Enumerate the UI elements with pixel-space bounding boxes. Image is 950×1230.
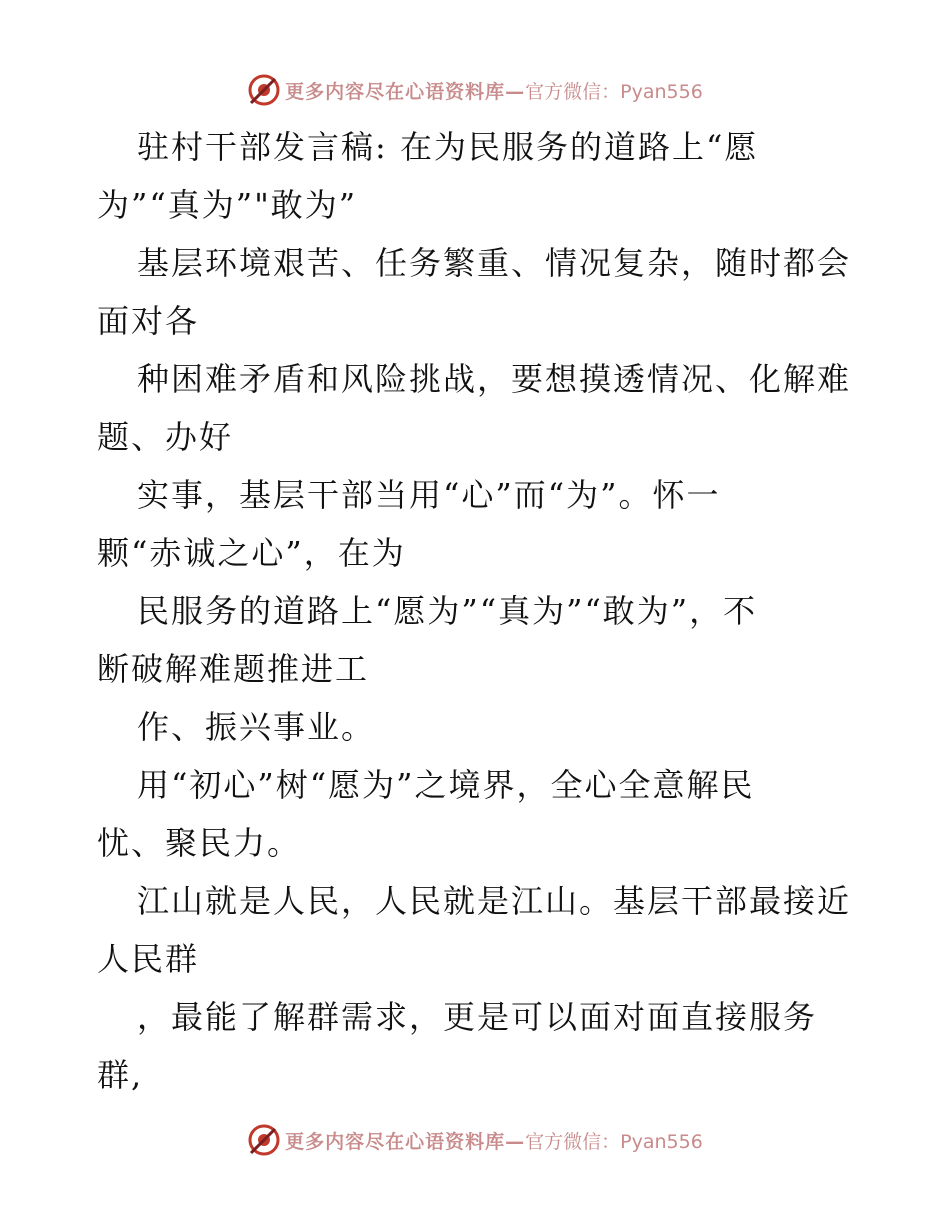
text-line: ，最能了解群需求，更是可以面对面直接服务 — [137, 998, 818, 1036]
text-line: 作、振兴事业。 — [137, 708, 376, 746]
text-line: 为”“真为”"敢为” — [97, 186, 358, 224]
text-line: 断破解难题推进工 — [97, 650, 370, 688]
logo-icon — [247, 73, 281, 107]
banner-text: 更多内容尽在心语资料库— — [285, 80, 526, 103]
text-line: 颗“赤诚之心”，在为 — [97, 534, 406, 572]
text-line: 驻村干部发言稿: 在为民服务的道路上“愿 — [137, 128, 759, 166]
text-line: 人民群 — [97, 940, 200, 978]
footer-banner — [0, 1120, 950, 1160]
text-line: 忧、聚民力。 — [97, 824, 302, 862]
logo-icon — [247, 1123, 281, 1157]
banner-text: 更多内容尽在心语资料库— — [285, 1130, 526, 1153]
text-line: 面对各 — [97, 302, 200, 340]
document-body — [97, 118, 857, 1104]
banner-wechat: 官方微信：Pyan556 — [525, 1130, 703, 1153]
text-line: 江山就是人民，人民就是江山。基层干部最接近 — [137, 882, 852, 920]
text-line: 实事，基层干部当用“心”而“为”。怀一 — [137, 476, 721, 514]
banner-wechat: 官方微信：Pyan556 — [525, 80, 703, 103]
text-line: 题、办好 — [97, 418, 234, 456]
text-line: 基层环境艰苦、任务繁重、情况复杂，随时都会 — [137, 244, 852, 282]
text-line: 民服务的道路上“愿为”“真为”“敢为”，不 — [137, 592, 758, 630]
text-line: 群, — [97, 1056, 144, 1094]
text-line: 用“初心”树“愿为”之境界，全心全意解民 — [137, 766, 755, 804]
text-line: 种困难矛盾和风险挑战，要想摸透情况、化解难 — [137, 360, 852, 398]
header-banner — [0, 70, 950, 110]
